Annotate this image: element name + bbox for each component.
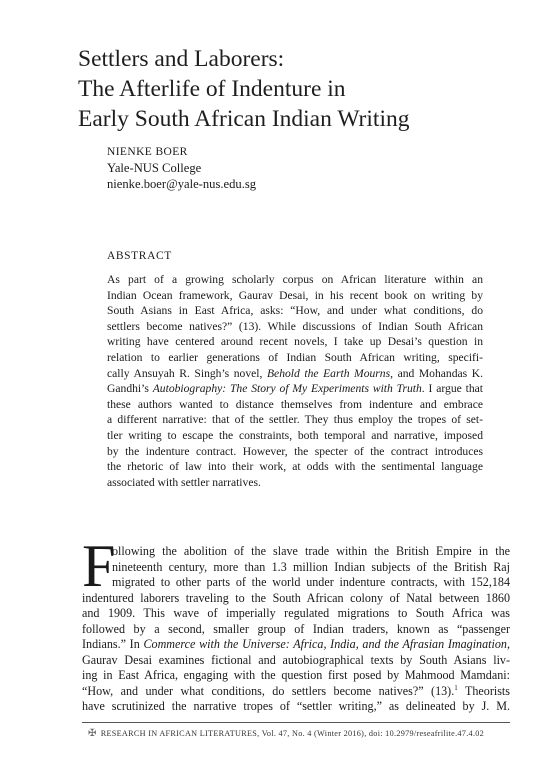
abstract-line: Indian Ocean framework, Gaurav Desai, in his recent book on writing by	[107, 288, 483, 302]
journal-citation: RESEARCH IN AFRICAN LITERATURES, Vol. 47, No. 4 (Winter 2016), doi: 10.2979/reseafrilite.47.4.02	[100, 729, 485, 738]
abstract-line: settlers become natives?” (13). While discussions of Indian South African	[107, 319, 483, 333]
body-line	[82, 637, 510, 653]
abstract-line: by the indenture contract. However, the specter of the contract introduces	[107, 444, 483, 458]
article-title	[78, 44, 538, 134]
abstract-line: As part of a growing scholarly corpus on African literature within an	[107, 273, 483, 286]
author-name: NIENKE BOER	[107, 146, 188, 158]
body-text-run: ,	[506, 637, 510, 652]
journal-footer	[88, 728, 508, 739]
abstract-text-run: Gandhi’s	[107, 382, 153, 396]
body-text-run: “How, and under what conditions, do settlers become natives?” (13).	[82, 683, 455, 698]
abstract-text-run: . I argue that	[421, 382, 483, 396]
body-line: indentured laborers traveling to the South African colony of Natal between 1860	[82, 590, 510, 605]
abstract-line: a different narrative: that of the settler. They thus employ the tropes of set-	[107, 413, 483, 427]
body-line: followed by a second, smaller group of Indian traders, known as “passenger	[82, 621, 510, 636]
author-block	[107, 144, 256, 192]
abstract-text-run: cally Ansuyah R. Singh’s novel,	[107, 366, 267, 380]
body-text-run: Theorists	[457, 683, 510, 698]
body-line	[82, 684, 510, 700]
abstract-line: the rhetoric of law into their work, at odds with the sentimental language	[107, 460, 483, 474]
abstract-line: associated with settler narratives.	[107, 475, 261, 489]
body-line: Gaurav Desai examines fictional and autobiographical texts by South Asians liv-	[82, 652, 510, 667]
abstract-text	[107, 272, 483, 490]
abstract-line: relation to earlier generations of Indian South African writing, specifi-	[107, 350, 483, 364]
author-email[interactable]: nienke.boer@yale-nus.edu.sg	[107, 177, 257, 191]
abstract-line: South Asians in East Africa, asks: “How, and under what conditions, do	[107, 304, 483, 318]
abstract-line: writing have centered around recent novels, I take up Desai’s question in	[107, 335, 483, 349]
body-line: nineteenth century, more than 1.3 million Indian subjects of the British Raj	[112, 559, 510, 574]
body-line: ollowing the abolition of the slave trade within the British Empire in the	[112, 544, 510, 558]
drop-cap: F	[82, 533, 116, 599]
abstract-line: tler writing to escape the constraints, both temporal and narrative, imposed	[107, 428, 483, 442]
title-line-2: The Afterlife of Indenture in	[78, 76, 346, 102]
body-line: ing in East Africa, engaging with the question first posed by Mahmood Mamdani:	[82, 668, 510, 683]
abstract-text-run: , and Mohandas K.	[390, 366, 483, 380]
title-line-1: Settlers and Laborers:	[78, 46, 285, 72]
ornament-icon: ✠	[88, 728, 97, 739]
body-paragraph	[82, 544, 510, 715]
body-line: migrated to other parts of the world under indenture contracts, with 152,184	[112, 575, 510, 590]
abstract-line	[107, 366, 483, 382]
abstract-line	[107, 381, 483, 397]
body-line: have scrutinized the narrative tropes of “settler writing,” as delineated by J. M.	[82, 699, 510, 714]
footer-rule	[82, 722, 510, 723]
body-text-run: Indians.” In	[82, 637, 144, 652]
book-title-commerce-with-the-universe: Commerce with the Universe: Africa, India, and the Afrasian Imagination	[143, 637, 507, 652]
footnote-marker[interactable]: 1	[454, 683, 458, 692]
title-line-3: Early South African Indian Writing	[78, 106, 410, 132]
abstract-line: these authors wanted to distance themselves from indenture and embrace	[107, 397, 483, 411]
book-title-behold-the-earth-mourns: Behold the Earth Mourns	[266, 366, 391, 380]
book-title-autobiography: Autobiography: The Story of My Experiments with Truth	[152, 382, 422, 396]
abstract-heading: ABSTRACT	[107, 250, 172, 262]
body-line: and 1909. This wave of imperially regulated migrations to South Africa was	[82, 606, 510, 621]
author-affiliation: Yale-NUS College	[107, 161, 202, 175]
